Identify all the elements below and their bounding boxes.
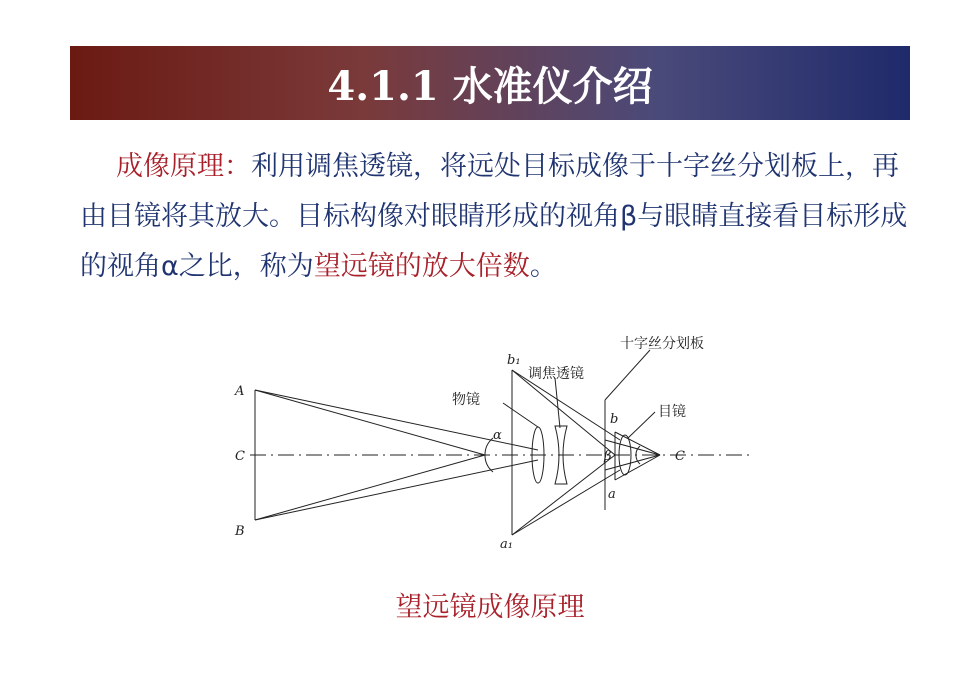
term-magnification: 望远镜的放大倍数 <box>313 251 530 282</box>
label-a1: a₁ <box>500 537 513 552</box>
label-b: b <box>610 412 619 427</box>
principle-paragraph <box>80 142 910 292</box>
label-b1: b₁ <box>507 353 521 368</box>
label-B: B <box>235 524 245 539</box>
figure-caption: 望远镜成像原理 <box>395 592 585 623</box>
callout-objective: 物镜 <box>452 392 480 408</box>
telescope-diagram <box>220 330 760 560</box>
paragraph-text: 利用调焦透镜，将远处目标成像于十字丝分划板上，再由目镜将其放大。目标构像对眼睛形成的视角β与眼睛直接看目标形成的视角α之比，称为 <box>80 151 908 282</box>
paragraph-end: 。 <box>529 251 557 282</box>
label-alpha: α <box>493 428 502 443</box>
label-C-left: C <box>235 449 245 464</box>
title-bar <box>70 46 910 120</box>
callout-focusing-lens: 调焦透镜 <box>528 366 584 382</box>
callout-eyepiece: 目镜 <box>658 404 686 420</box>
term-label: 成像原理： <box>116 151 251 182</box>
page-title: 4.1.1 水准仪介绍 <box>327 62 653 110</box>
label-A: A <box>235 384 245 399</box>
callout-reticle: 十字丝分划板 <box>620 336 704 352</box>
label-C-right: C <box>675 449 685 464</box>
label-a: a <box>608 487 616 502</box>
label-beta: β <box>604 449 612 464</box>
